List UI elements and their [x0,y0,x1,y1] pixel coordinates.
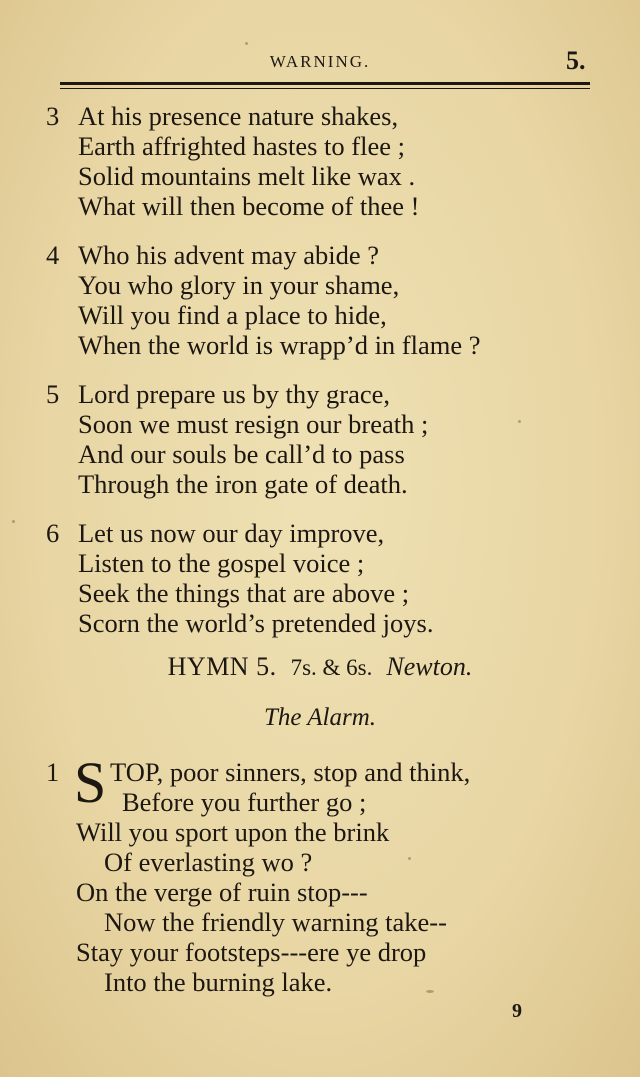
paper-speck [426,990,434,993]
verse-line: Who his advent may abide ? [78,240,379,270]
verse-line: Lord prepare us by thy grace, [78,379,390,409]
verse-line: TOP, poor sinners, stop and think, [110,757,471,787]
verse-line: And our souls be call’d to pass [78,439,405,469]
verse-line: Solid mountains melt like wax . [78,161,416,191]
verse-line: Stay your footsteps---ere ye drop [76,937,427,967]
hymn-heading [0,652,640,682]
signature-mark: 9 [512,1000,522,1022]
verse-line: Seek the things that are above ; [78,578,410,608]
verse-line: Before you further go ; [122,787,367,817]
paper-speck [518,420,521,423]
verse-line: Listen to the gospel voice ; [78,548,365,578]
hymn-author: Newton. [386,652,473,681]
paper-speck [245,42,248,45]
running-title: WARNING. [269,52,371,71]
verse-line: Let us now our day improve, [78,518,385,548]
header-rule-thin [60,88,590,89]
verse-line: Soon we must resign our breath ; [78,409,429,439]
verse-line: Into the burning lake. [104,967,333,997]
header-rule-thick [60,82,590,85]
verse-line: What will then become of thee ! [78,191,420,221]
running-head [0,46,640,80]
stanza-number: 5 [46,379,60,409]
paper-speck [12,520,15,523]
stanza-number: 1 [46,757,60,787]
verse-line: You who glory in your shame, [78,270,400,300]
verse-line: Will you find a place to hide, [78,300,387,330]
verse-line: Will you sport upon the brink [76,817,390,847]
verse-line: When the world is wrapp’d in flame ? [78,330,481,360]
paper-speck [408,857,411,860]
hymn-title: HYMN 5. [167,652,277,681]
verse-line: On the verge of ruin stop--- [76,877,368,907]
hymn-subtitle: The Alarm. [263,704,377,731]
verse-line: Now the friendly warning take-- [104,907,447,937]
stanza-number: 6 [46,518,60,548]
verse-line: Of everlasting wo ? [104,847,313,877]
verse-line: At his presence nature shakes, [78,101,399,131]
hymn-meter: 7s. & 6s. [290,655,373,680]
page-number: 5. [566,46,586,75]
drop-cap: S [74,750,107,815]
stanza-number: 3 [46,101,60,131]
verse-line: Through the iron gate of death. [78,469,408,499]
verse-line: Earth affrighted hastes to flee ; [78,131,405,161]
stanza-number: 4 [46,240,60,270]
verse-line: Scorn the world’s pretended joys. [78,608,434,638]
